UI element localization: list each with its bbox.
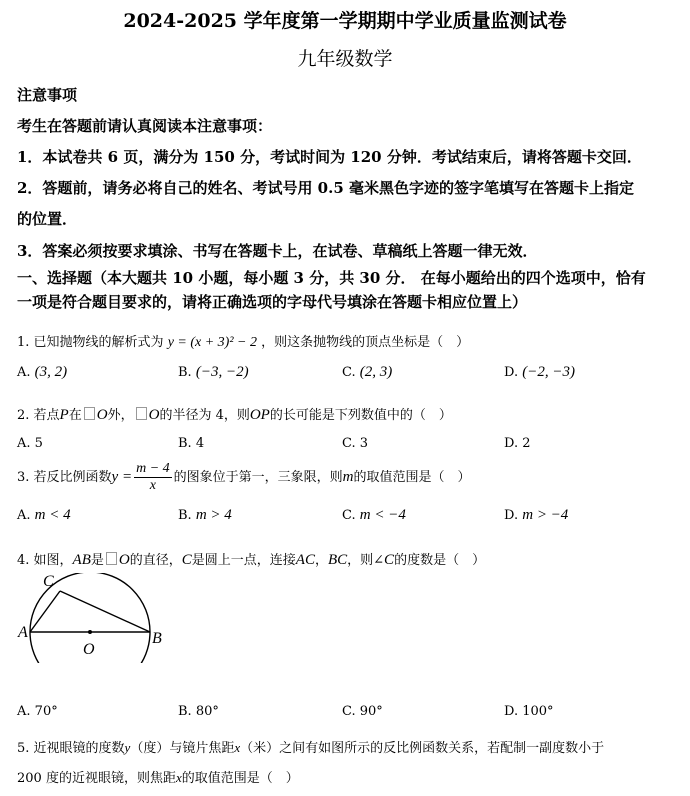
q4-option-c[interactable]: C. 90° [342, 704, 383, 719]
q1-option-c[interactable]: C. (2, 3) [342, 364, 393, 380]
label-b: B [152, 630, 162, 647]
label-c: C [43, 573, 54, 590]
notice-item-3: 3．答案必须按要求填涂、书写在答题卡上，在试卷、草稿纸上答题一律无效． [17, 242, 538, 260]
q1-option-a[interactable]: A. (3, 2) [17, 364, 68, 380]
question-1 [17, 331, 469, 351]
section1-line2: 一项是符合题目要求的，请将正确选项的字母代号填涂在答题卡相应位置上） [17, 293, 528, 311]
q4-option-d[interactable]: D. 100° [504, 704, 554, 719]
notice-item-2-line1: 2．答题前，请务必将自己的姓名、考试号用 0.5 毫米黑色字迹的签字笔填写在答题卡上指定 [17, 179, 634, 197]
notice-heading: 注意事项 [17, 86, 78, 104]
question-5-line1: 5. 近视眼镜的度数y（度）与镜片焦距x（米）之间有如图所示的反比例函数关系，若配制一副度数小于 [17, 740, 605, 756]
label-o: O [83, 641, 95, 658]
q3-option-a[interactable]: A. m < 4 [17, 507, 71, 523]
circle-diagram [15, 573, 175, 663]
circle-symbol-icon [84, 407, 95, 420]
question-3: 3. 若反比例函数y = $\frac{m - 4}{x}$ 的图象位于第一，三象限，则m的取值范围是（ ） [17, 461, 471, 493]
q3-option-c[interactable]: C. m < −4 [342, 507, 406, 523]
q2-option-c[interactable]: C. 3 [342, 436, 369, 451]
section1-line1: 一、选择题（本大题共 10 小题，每小题 3 分，共 30 分． 在每小题给出的四个选项中，恰有 [17, 269, 646, 287]
exam-subtitle: 九年级数学 [297, 48, 393, 70]
q4-option-b[interactable]: B. 80° [178, 704, 219, 719]
exam-title: 2024-2025 学年度第一学期期中学业质量监测试卷 [123, 10, 567, 32]
notice-item-1: 1．本试卷共 6 页，满分为 150 分，考试时间为 120 分钟．考试结束后，请将答题卡交回． [17, 148, 642, 166]
question-5-line2: 200 度的近视眼镜，则焦距x的取值范围是（ ） [17, 770, 299, 786]
q3-option-d[interactable]: D. m > −4 [504, 507, 569, 523]
circle-symbol-icon [136, 407, 147, 420]
q4-option-a[interactable]: A. 70° [17, 704, 58, 719]
q3-fraction: $\frac{m - 4}{x}$ [136, 461, 170, 493]
q1-formula: y = (x + 3)² − 2 [167, 335, 257, 350]
question-2: 2. 若点P在 O外， O的半径为 4，则OP的长可能是下列数值中的（ ） [17, 407, 452, 423]
q1-prefix: 1. 已知抛物线的解析式为 [17, 335, 164, 350]
q2-option-a[interactable]: A. 5 [17, 436, 43, 451]
center-point [88, 630, 92, 634]
chord-ac [30, 591, 60, 632]
circle-symbol-icon [106, 552, 117, 565]
q2-option-d[interactable]: D. 2 [504, 436, 531, 451]
q1-option-d[interactable]: D. (−2, −3) [504, 364, 575, 380]
q1-option-b[interactable]: B. (−3, −2) [178, 364, 249, 380]
q2-option-b[interactable]: B. 4 [178, 436, 205, 451]
chord-bc [60, 591, 150, 632]
question-4: 4. 如图，AB是 O的直径，C是圆上一点，连接AC，BC，则∠C的度数是（ ） [17, 552, 486, 568]
q3-option-b[interactable]: B. m > 4 [178, 507, 232, 523]
notice-item-2-line2: 的位置． [17, 210, 78, 228]
q1-suffix: ，则这条抛物线的顶点坐标是（ ） [261, 335, 470, 350]
label-a: A [18, 624, 28, 641]
notice-intro: 考生在答题前请认真阅读本注意事项： [17, 117, 273, 135]
